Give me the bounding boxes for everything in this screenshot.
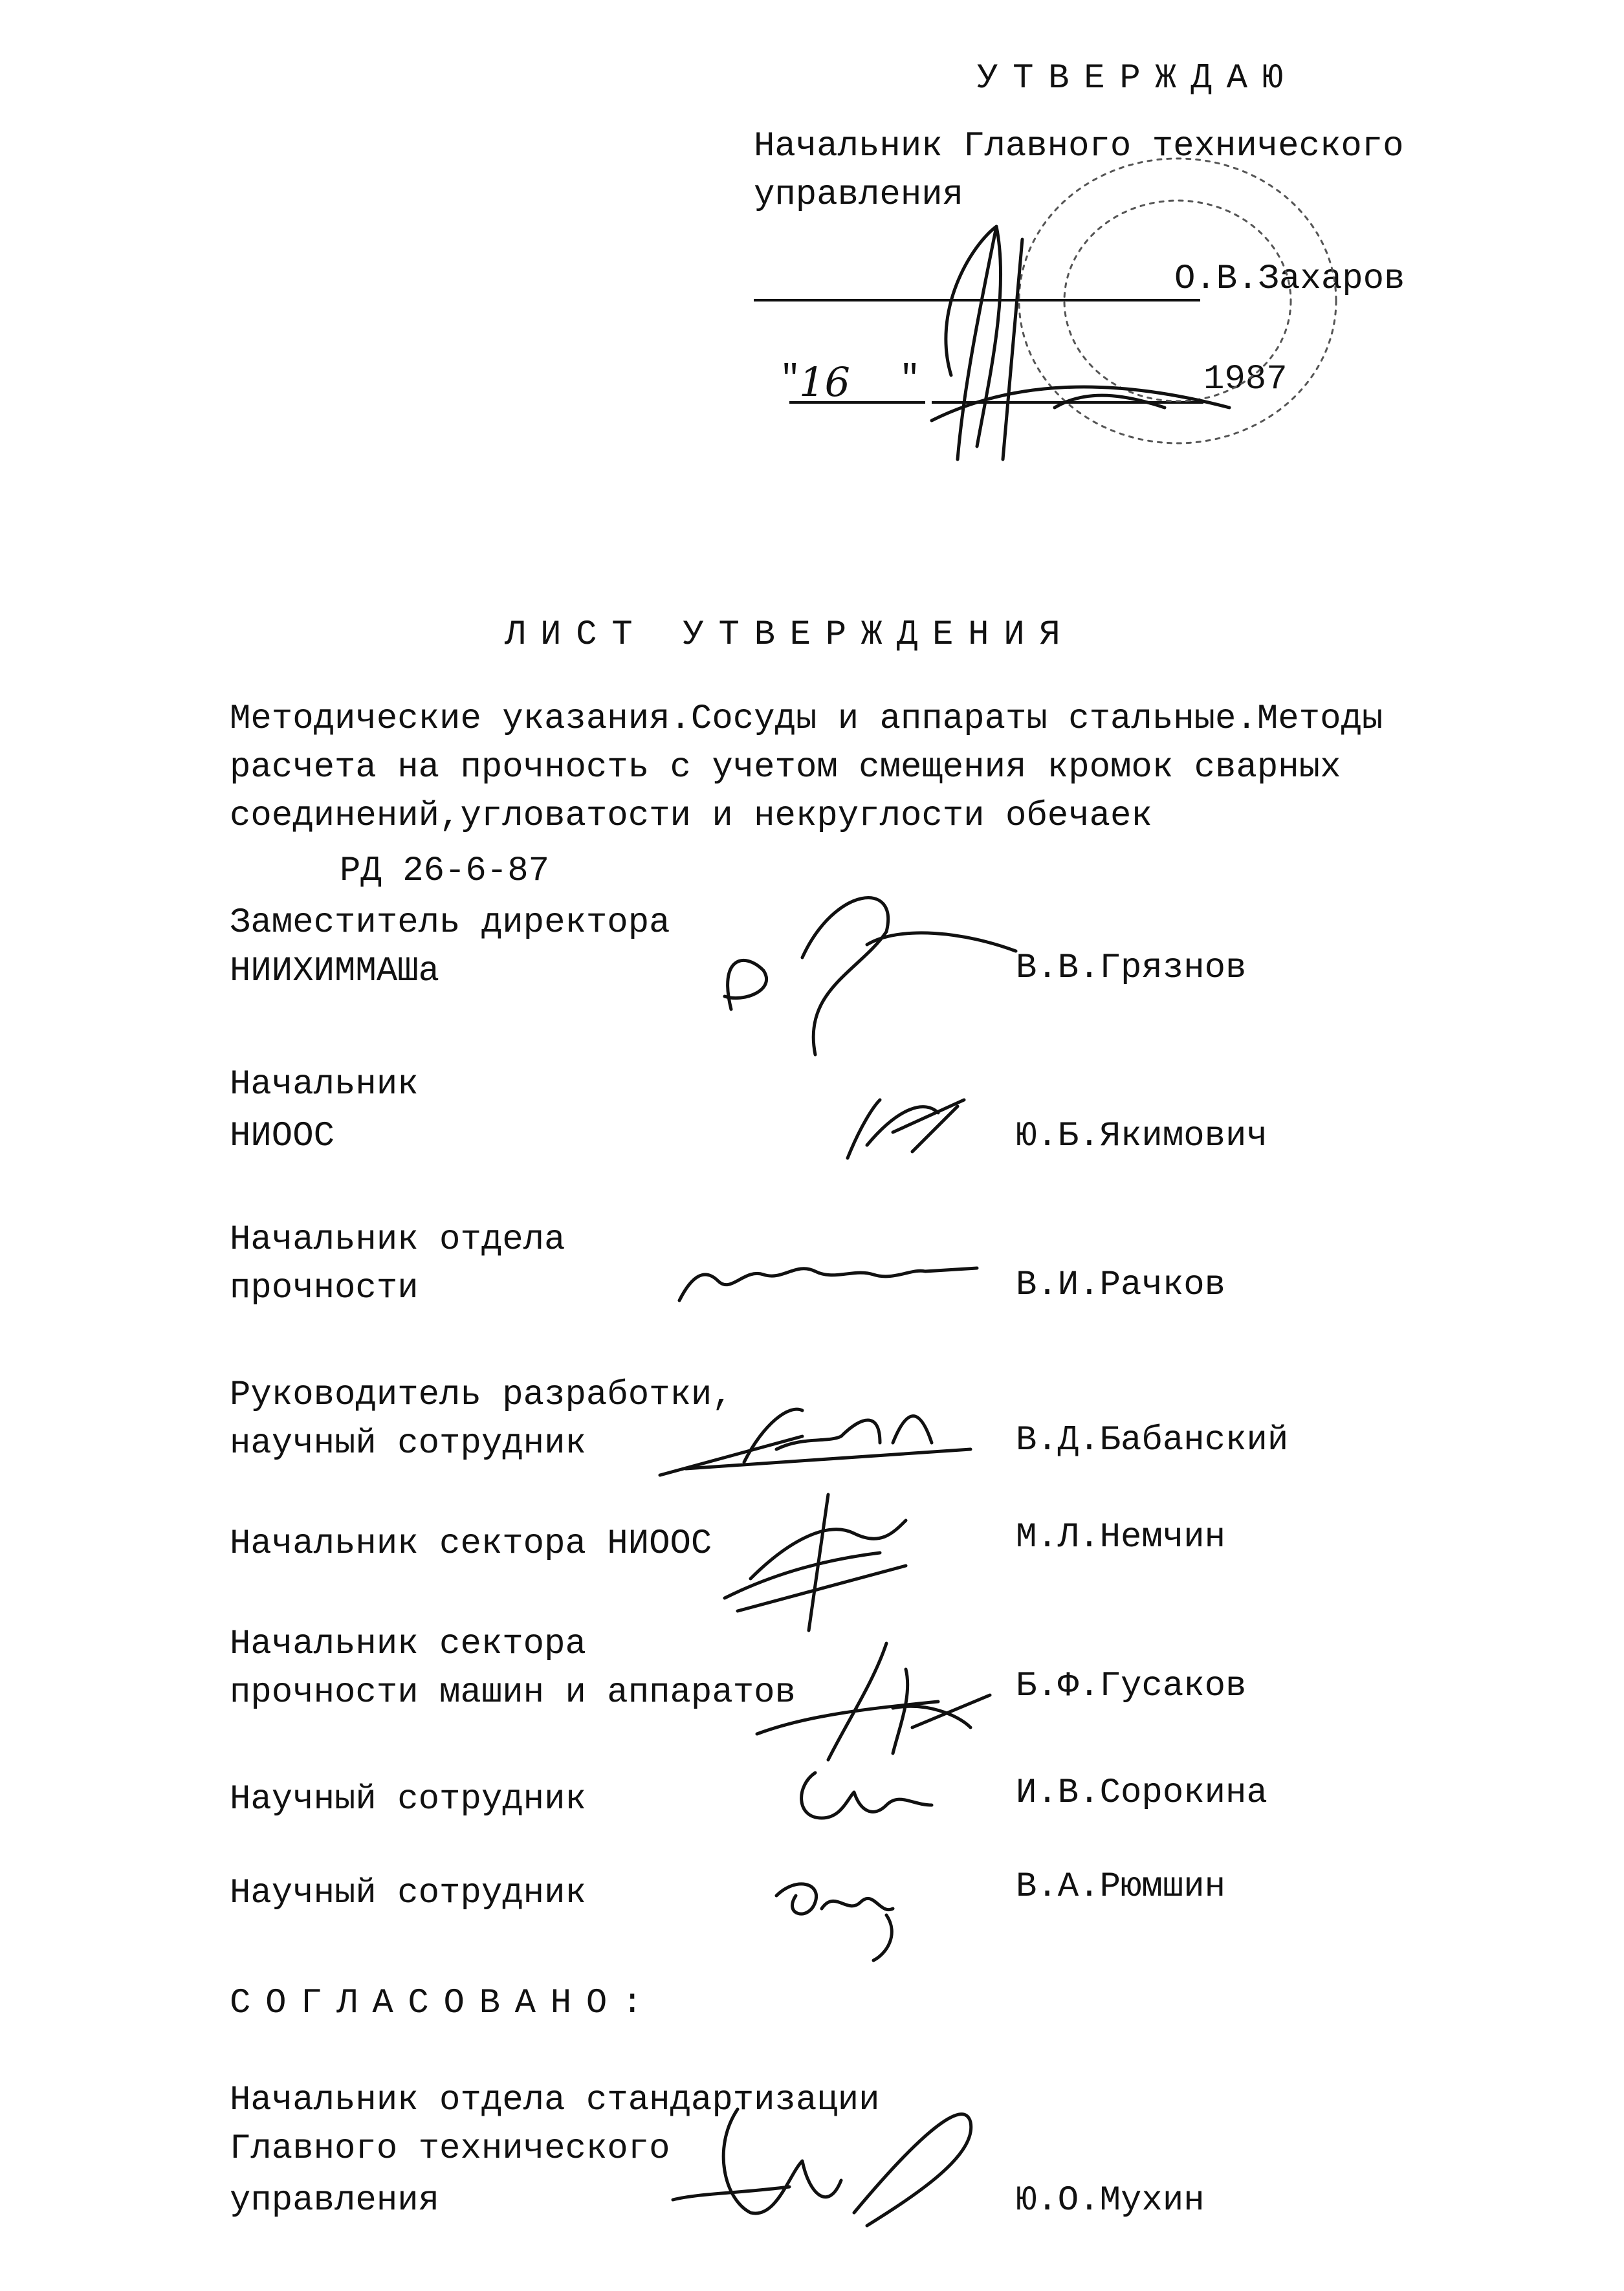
approval-date-year: 1987	[1203, 360, 1288, 399]
date-month-underline	[932, 401, 1203, 404]
signatory-position: Заместитель директора	[230, 903, 670, 943]
signatory-name: И.В.Сорокина	[1016, 1773, 1267, 1813]
signatory-position: Начальник отдела	[230, 1220, 565, 1260]
agreed-header: СОГЛАСОВАНО:	[230, 1984, 658, 2023]
document-line-2: расчета на прочность с учетом смещения кромок сварных	[230, 748, 1341, 787]
signature	[712, 1482, 925, 1643]
page-title: ЛИСТ УТВЕРЖДЕНИЯ	[505, 615, 1075, 655]
signatory-position: Научный сотрудник	[230, 1780, 586, 1819]
signatory-position-line2: НИИХИММАШа	[230, 952, 440, 991]
signatory-name: Ю.Б.Якимович	[1016, 1117, 1267, 1156]
signatory-name: М.Л.Немчин	[1016, 1518, 1226, 1557]
agreed-position-line3: управления	[230, 2181, 440, 2220]
signatory-position-line2: НИООС	[230, 1117, 335, 1156]
document-code: РД 26-6-87	[340, 851, 550, 891]
signatory-name: В.В.Грязнов	[1016, 948, 1247, 988]
signatory-position: Научный сотрудник	[230, 1874, 586, 1913]
approval-signature-line	[754, 299, 1200, 301]
signatory-position-line2: прочности машин и аппаратов	[230, 1673, 796, 1713]
date-day-underline	[789, 401, 925, 404]
signatory-position: Руководитель разработки,	[230, 1376, 733, 1415]
signature	[835, 1087, 977, 1171]
signatory-name: В.И.Рачков	[1016, 1266, 1226, 1305]
approval-date-open-quote: "	[780, 360, 801, 399]
signatory-position-line2: прочности	[230, 1269, 419, 1308]
approval-signature	[893, 214, 1255, 472]
approval-name: О.В.Захаров	[1174, 259, 1405, 299]
agreed-name: Ю.О.Мухин	[1016, 2181, 1205, 2220]
signature	[705, 860, 1029, 1068]
signatory-position: Начальник	[230, 1065, 419, 1104]
signatory-name: В.Д.Бабанский	[1016, 1421, 1289, 1460]
signatory-position: Начальник сектора НИООС	[230, 1524, 712, 1564]
signatory-name: В.А.Рюмшин	[1016, 1867, 1226, 1907]
document-line-3: соединений,угловатости и некруглости обечаек	[230, 796, 1152, 836]
signatory-position-line2: научный сотрудник	[230, 1424, 586, 1463]
signature	[757, 1850, 925, 1967]
approval-position-line2: управления	[754, 175, 964, 215]
approval-header: УТВЕРЖДАЮ	[977, 59, 1298, 98]
document-line-1: Методические указания.Сосуды и аппараты стальные.Методы	[230, 699, 1383, 739]
signature	[666, 1242, 983, 1320]
signatory-position: Начальник сектора	[230, 1625, 586, 1664]
approval-position-line1: Начальник Главного технического	[754, 127, 1404, 166]
signature	[783, 1747, 945, 1837]
agreed-position-line2: Главного технического	[230, 2129, 670, 2169]
approval-date-close-quote: "	[899, 360, 921, 399]
agreed-position-line1: Начальник отдела стандартизации	[230, 2081, 880, 2120]
approval-date-day: 16	[799, 358, 850, 406]
signatory-name: Б.Ф.Гусаков	[1016, 1667, 1247, 1706]
